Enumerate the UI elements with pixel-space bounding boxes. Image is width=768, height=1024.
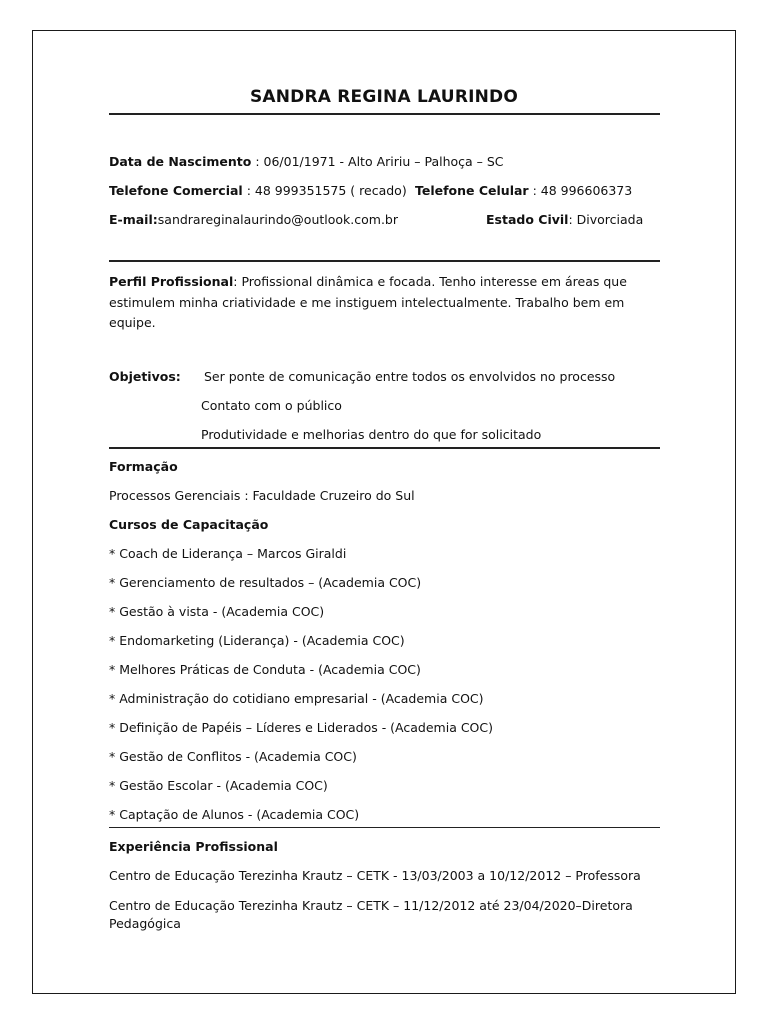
course-item: * Endomarketing (Liderança) - (Academia COC) [109, 633, 405, 648]
objective-item: Ser ponte de comunicação entre todos os envolvidos no processo [204, 369, 616, 384]
course-item: * Melhores Práticas de Conduta - (Academia COC) [109, 662, 421, 677]
course-item: * Gerenciamento de resultados – (Academia COC) [109, 575, 422, 590]
cell-line [415, 183, 632, 199]
experience-item: Centro de Educação Terezinha Krautz – CETK – 11/12/2012 até 23/04/2020–Diretora Pedagógica [109, 898, 633, 931]
email-value: sandrareginalaurindo@outlook.com.br [157, 212, 399, 227]
experience-heading: Experiência Profissional [109, 839, 278, 854]
civil-label: Estado Civil [486, 212, 569, 227]
courses-heading: Cursos de Capacitação [109, 517, 269, 532]
objectives-label: Objetivos: [109, 369, 181, 384]
objectives-divider [109, 447, 660, 449]
resume-name: SANDRA REGINA LAURINDO [249, 87, 519, 107]
civil-value: : Divorciada [568, 212, 644, 227]
personal-divider [109, 260, 660, 262]
phone-line [109, 183, 407, 199]
course-item: * Definição de Papéis – Líderes e Liderados - (Academia COC) [109, 720, 494, 735]
cell-value: : 48 996606373 [528, 183, 633, 198]
course-item: * Gestão à vista - (Academia COC) [109, 604, 325, 619]
cell-label: Telefone Celular [415, 183, 529, 198]
education-text: Processos Gerenciais : Faculdade Cruzeiro do Sul [109, 488, 415, 503]
objective-item: Contato com o público [201, 398, 342, 413]
email-line [109, 212, 398, 228]
course-item: * Coach de Liderança – Marcos Giraldi [109, 546, 347, 561]
course-item: * Captação de Alunos - (Academia COC) [109, 807, 360, 822]
profile-label: Perfil Profissional [109, 274, 234, 289]
experience-item: Centro de Educação Terezinha Krautz – CETK - 13/03/2003 a 10/12/2012 – Professora [109, 868, 641, 883]
education-heading: Formação [109, 459, 178, 474]
email-label: E-mail: [109, 212, 158, 227]
birth-value: : 06/01/1971 - Alto Aririu – Palhoça – SC [251, 154, 504, 169]
birth-line [109, 154, 504, 170]
phone-value: : 48 999351575 ( recado) [242, 183, 407, 198]
course-item: * Gestão Escolar - (Academia COC) [109, 778, 328, 793]
phone-label: Telefone Comercial [109, 183, 243, 198]
courses-divider [109, 827, 660, 828]
profile-text: : Profissional dinâmica e focada. Tenho interesse em áreas que estimulem minha criatividade e me instiguem intelectualmente. Trabalho bem em equipe. [109, 274, 627, 330]
birth-label: Data de Nascimento [109, 154, 252, 169]
course-item: * Gestão de Conflitos - (Academia COC) [109, 749, 357, 764]
course-item: * Administração do cotidiano empresarial - (Academia COC) [109, 691, 484, 706]
civil-line [486, 212, 643, 228]
title-divider [109, 113, 660, 115]
profile-paragraph [109, 272, 649, 334]
objective-item: Produtividade e melhorias dentro do que for solicitado [201, 427, 542, 442]
